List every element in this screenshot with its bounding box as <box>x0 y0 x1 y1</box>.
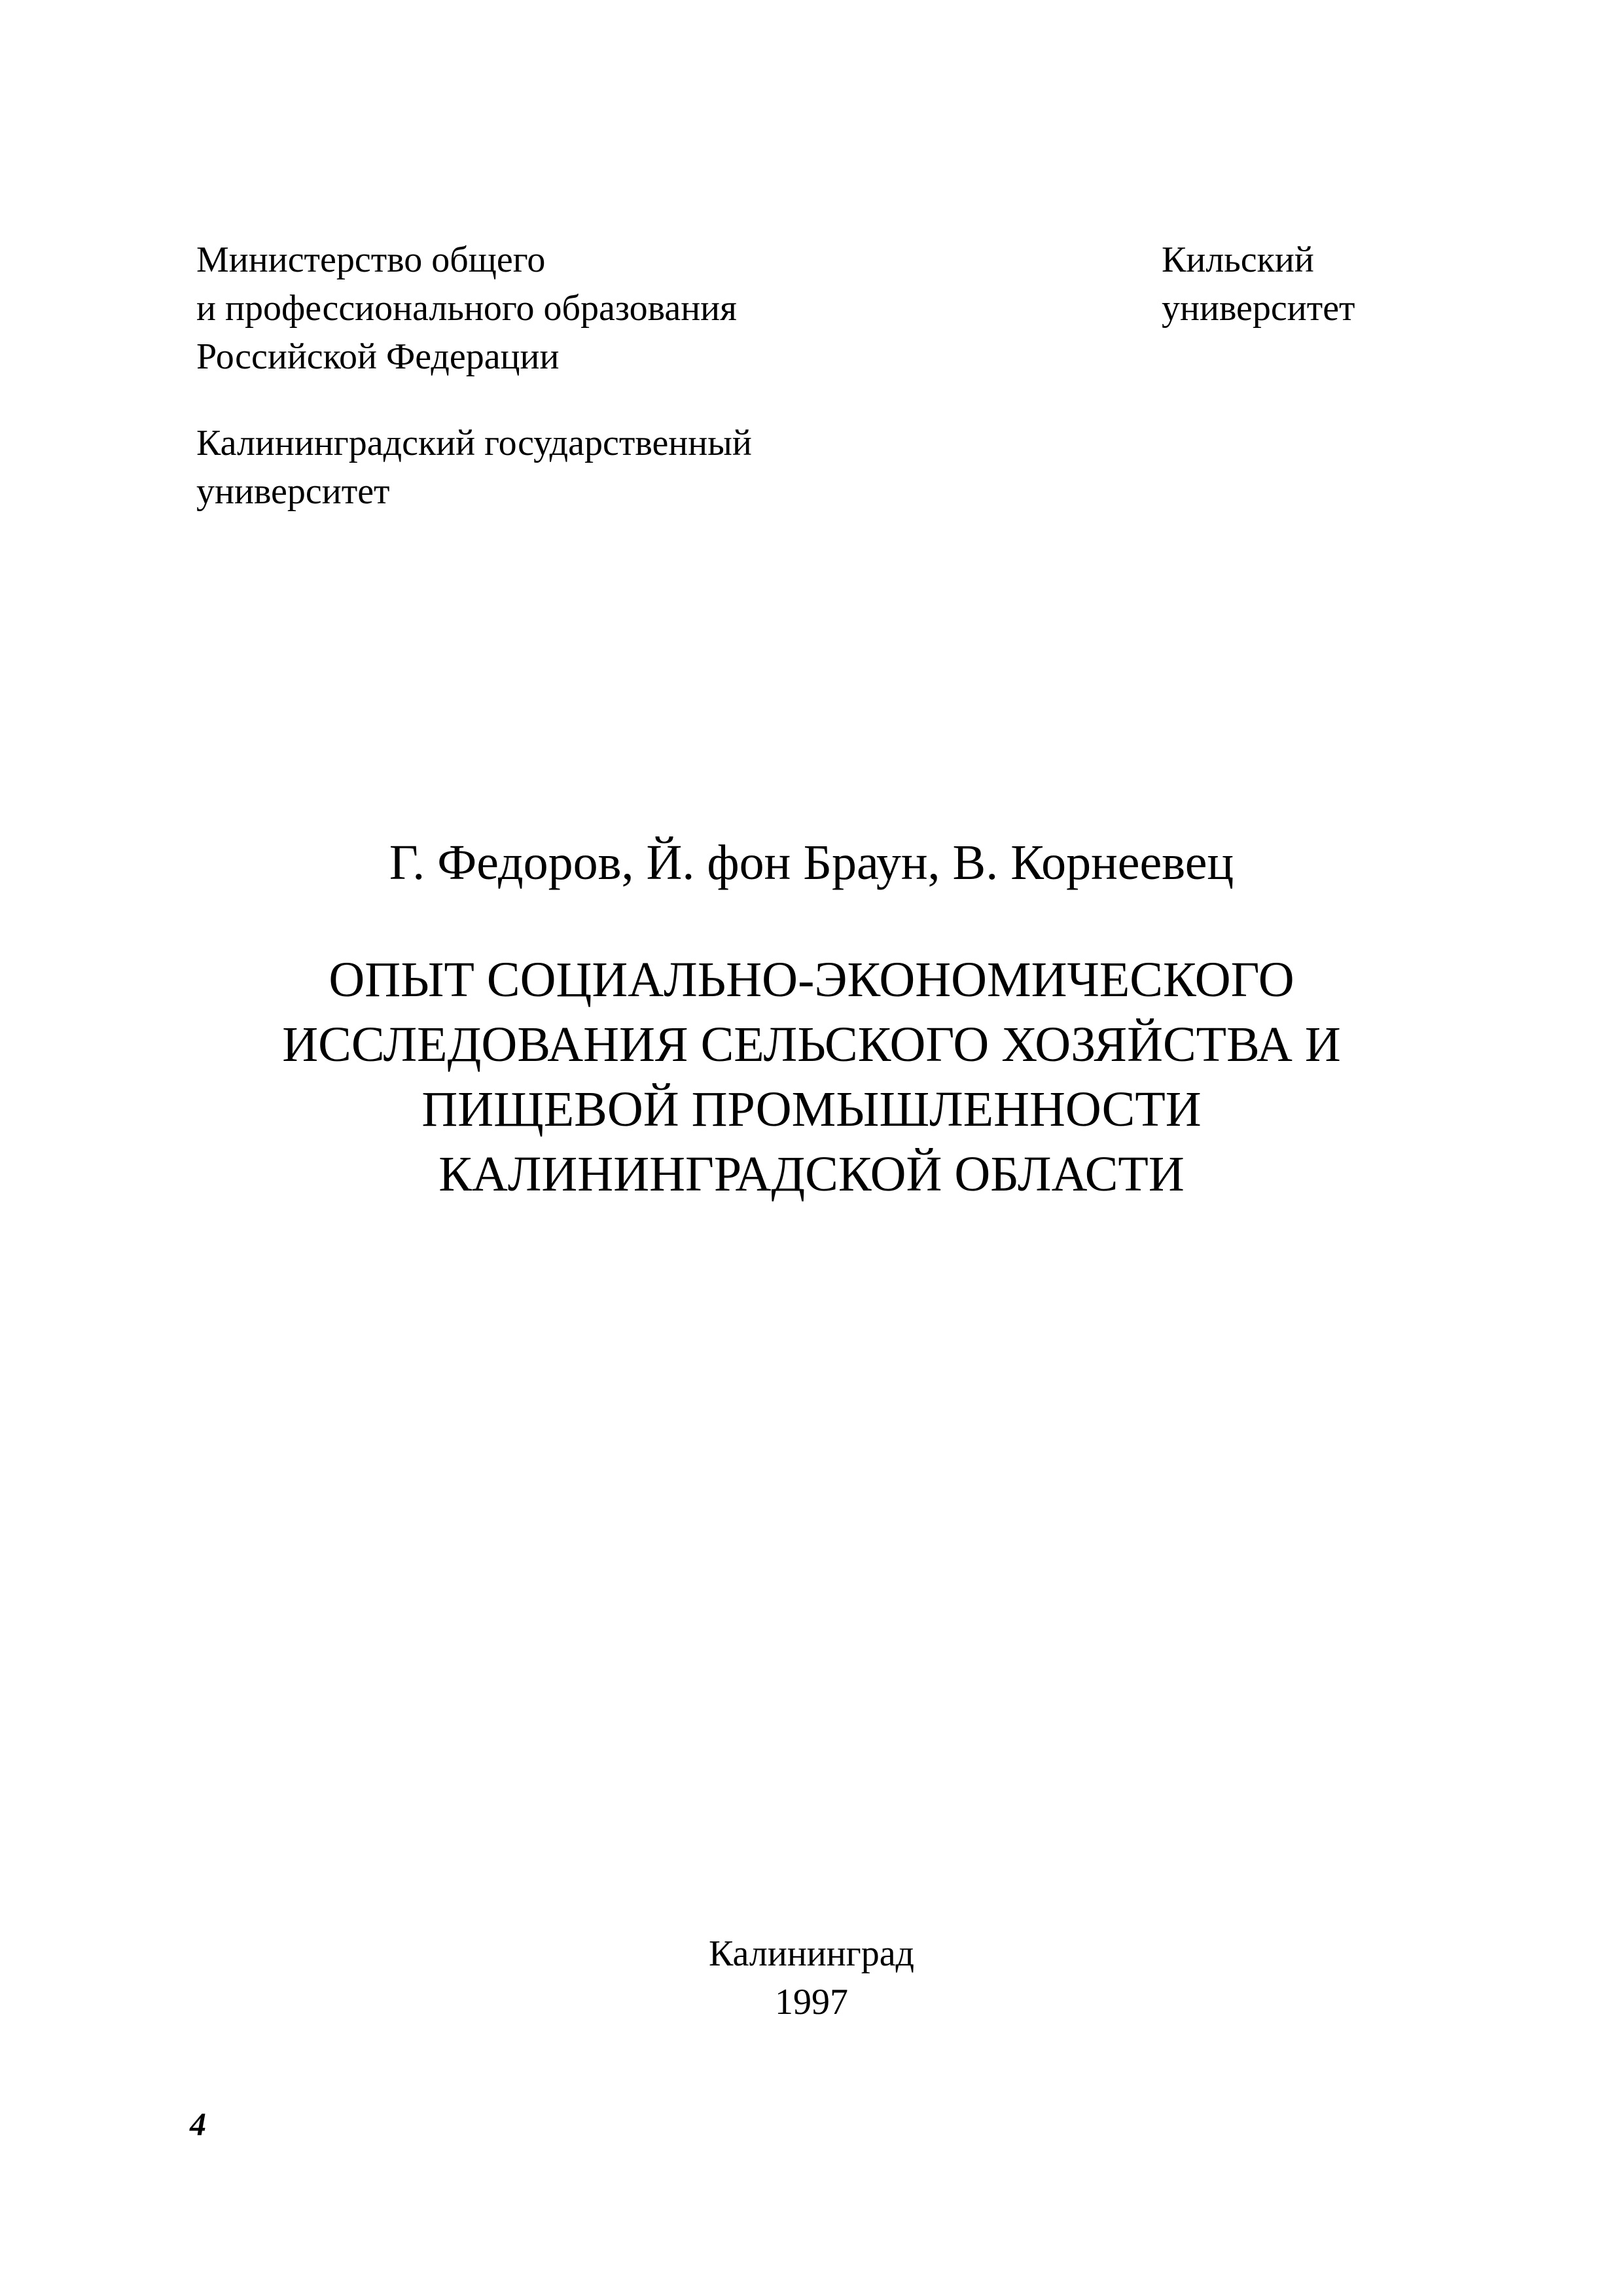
kiel-university-header <box>1162 236 1355 332</box>
kgu-line: университет <box>196 471 390 512</box>
authors: Г. Федоров, Й. фон Браун, В. Корнеевец <box>389 835 1234 890</box>
title-line: КАЛИНИНГРАДСКОЙ ОБЛАСТИ <box>438 1147 1185 1202</box>
kiel-line: Кильский <box>1162 240 1314 280</box>
title-line: ОПЫТ СОЦИАЛЬНО-ЭКОНОМИЧЕСКОГО <box>329 952 1294 1007</box>
imprint <box>0 1929 1623 2026</box>
imprint-city: Калининград <box>708 1933 915 1974</box>
kaliningrad-university-header <box>196 419 752 516</box>
title-line: ИССЛЕДОВАНИЯ СЕЛЬСКОГО ХОЗЯЙСТВА И <box>282 1017 1341 1072</box>
ministry-line: Российской Федерации <box>196 336 560 377</box>
ministry-header <box>196 236 737 381</box>
imprint-year: 1997 <box>775 1982 848 2022</box>
ministry-line: и профессионального образования <box>196 288 737 329</box>
title-line: ПИЩЕВОЙ ПРОМЫШЛЕННОСТИ <box>421 1082 1202 1137</box>
kgu-line: Калининградский государственный <box>196 423 752 463</box>
page-number: 4 <box>190 2106 206 2142</box>
kiel-line: университет <box>1162 288 1355 329</box>
ministry-line: Министерство общего <box>196 240 546 280</box>
book-title <box>0 948 1623 1207</box>
